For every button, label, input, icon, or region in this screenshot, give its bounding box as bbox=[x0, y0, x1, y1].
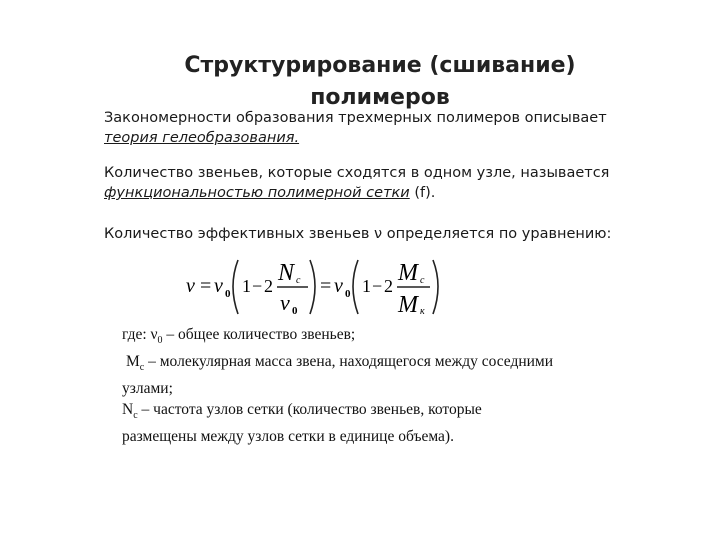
paragraph-theory bbox=[104, 108, 664, 148]
numerator-N-subscript: c bbox=[296, 275, 301, 286]
paragraph-functionality-text: Количество звеньев, которые сходятся в одном узле, называется bbox=[104, 165, 610, 181]
slide-title: Структурирование (сшивание) полимеров bbox=[184, 53, 576, 110]
legend-nc-subscript: c bbox=[133, 410, 138, 422]
legend-mc-subscript: c bbox=[139, 362, 145, 374]
denominator-M-subscript: к bbox=[420, 306, 425, 317]
one-1: 1 bbox=[242, 276, 251, 296]
nu0-subscript-2: 0 bbox=[345, 288, 351, 300]
network-functionality-term: функциональностью полимерной сетки bbox=[104, 185, 410, 201]
functionality-symbol: (f). bbox=[409, 185, 436, 201]
right-paren-1 bbox=[310, 260, 315, 314]
equals-sign-2: = bbox=[320, 275, 332, 297]
minus-2: − bbox=[372, 276, 383, 296]
legend-mc-label: M bbox=[126, 353, 140, 371]
paragraph-effective-links: Количество эффективных звеньев ν определяется по уравнению: bbox=[104, 226, 612, 242]
numerator-M: M bbox=[398, 260, 418, 286]
paragraph-functionality bbox=[104, 163, 664, 203]
numerator-M-subscript: c bbox=[420, 275, 425, 286]
legend-mc-desc: – молекулярная масса звена, находящегося между соседними bbox=[144, 353, 554, 371]
gel-theory-term: теория гелеобразования. bbox=[104, 130, 300, 146]
legend-nc-desc: – частота узлов сетки (количество звеньев, которые bbox=[137, 401, 482, 419]
denominator-nu-subscript: 0 bbox=[292, 305, 298, 317]
legend-nc-label: N bbox=[122, 401, 134, 419]
equals-sign-1: = bbox=[200, 275, 212, 297]
nu0-symbol: ν bbox=[214, 275, 223, 297]
legend-nu0-label: где: ν bbox=[122, 326, 158, 343]
paragraph-theory-text: Закономерности образования трехмерных полимеров описывает bbox=[104, 110, 607, 126]
nu-symbol: ν bbox=[186, 275, 195, 297]
legend-block bbox=[122, 324, 662, 447]
left-paren-2 bbox=[353, 260, 358, 314]
two-1: 2 bbox=[264, 276, 273, 296]
denominator-nu: ν bbox=[280, 290, 290, 315]
legend-line-mc-cont: узлами; bbox=[122, 380, 173, 398]
legend-line-nu0 bbox=[122, 324, 662, 351]
legend-line-mc bbox=[122, 351, 662, 378]
legend-line-nc-cont: размещены между узлов сетки в единице объема). bbox=[122, 428, 454, 446]
denominator-M: M bbox=[398, 292, 418, 318]
nu0-subscript: 0 bbox=[225, 288, 231, 300]
one-2: 1 bbox=[362, 276, 371, 296]
numerator-N: N bbox=[278, 260, 295, 286]
legend-nu0-desc: – общее количество звеньев; bbox=[162, 326, 356, 343]
minus-1: − bbox=[252, 276, 263, 296]
two-2: 2 bbox=[384, 276, 393, 296]
legend-nu0-subscript: 0 bbox=[157, 335, 163, 347]
left-paren-1 bbox=[233, 260, 238, 314]
nu0-symbol-2: ν bbox=[334, 275, 343, 297]
legend-line-nc bbox=[122, 399, 662, 426]
right-paren-2 bbox=[433, 260, 438, 314]
effective-links-formula bbox=[182, 252, 452, 320]
